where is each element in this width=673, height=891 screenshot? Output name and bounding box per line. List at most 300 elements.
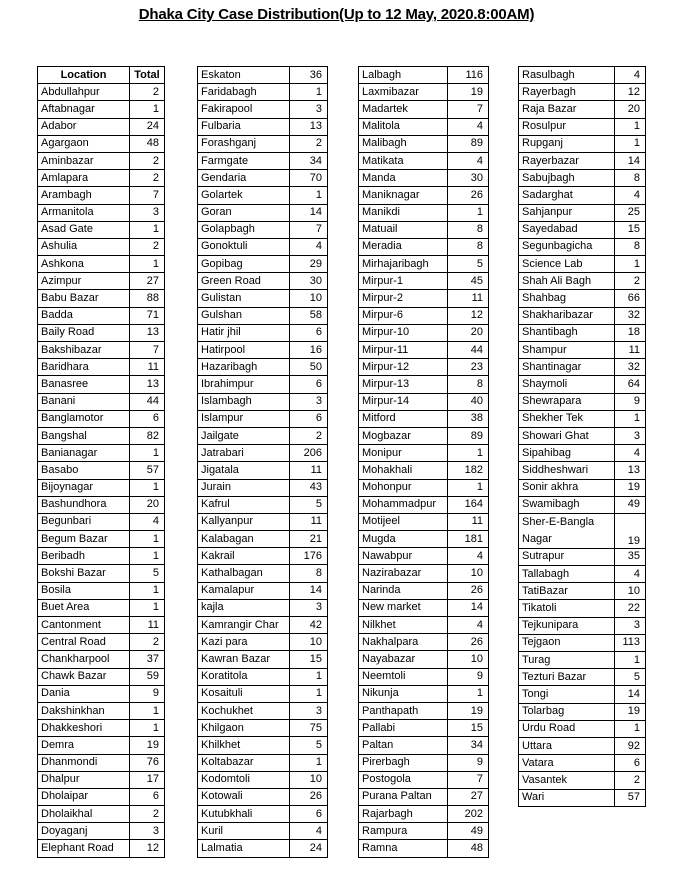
table-row — [38, 496, 165, 513]
location-cell: Koltabazar — [198, 754, 290, 771]
table-row — [198, 548, 328, 565]
total-cell: 48 — [130, 135, 165, 152]
table-row — [519, 445, 646, 462]
location-cell: Chawk Bazar — [38, 668, 130, 685]
table-row — [519, 135, 646, 152]
location-cell: Mirpur-2 — [359, 290, 448, 307]
table-row — [38, 806, 165, 823]
location-cell: Rayerbagh — [519, 84, 615, 101]
table-row — [198, 668, 328, 685]
table-row — [198, 599, 328, 616]
location-cell: Mirpur-6 — [359, 307, 448, 324]
table-row — [198, 393, 328, 410]
total-cell: 5 — [290, 496, 328, 513]
total-cell: 1 — [448, 685, 489, 702]
table-row — [198, 118, 328, 135]
total-cell: 2 — [130, 806, 165, 823]
table-row — [359, 737, 489, 754]
total-cell: 20 — [130, 496, 165, 513]
table-row — [359, 67, 489, 84]
total-cell: 1 — [130, 548, 165, 565]
location-cell: Khilgaon — [198, 720, 290, 737]
location-cell: Nikunja — [359, 685, 448, 702]
location-cell: Mitford — [359, 410, 448, 427]
location-cell: Lalmatia — [198, 840, 290, 857]
location-cell: Bokshi Bazar — [38, 565, 130, 582]
total-cell: 21 — [290, 531, 328, 548]
table-row — [38, 290, 165, 307]
total-cell: 70 — [290, 170, 328, 187]
total-cell: 2 — [130, 84, 165, 101]
location-cell: Tezturi Bazar — [519, 669, 615, 686]
table-row — [198, 462, 328, 479]
table-row — [519, 359, 646, 376]
page-title: Dhaka City Case Distribution(Up to 12 May, 2020.8:00AM) — [138, 6, 535, 23]
location-cell: Tongi — [519, 686, 615, 703]
location-cell: Doyaganj — [38, 823, 130, 840]
table-row — [38, 651, 165, 668]
location-cell: Banasree — [38, 376, 130, 393]
total-cell: 1 — [615, 652, 646, 669]
total-cell: 10 — [448, 651, 489, 668]
table-row — [198, 565, 328, 582]
table-row — [519, 669, 646, 686]
total-cell: 34 — [448, 737, 489, 754]
table-row — [359, 806, 489, 823]
total-cell: 6 — [290, 410, 328, 427]
total-cell: 4 — [448, 118, 489, 135]
table-row — [198, 187, 328, 204]
location-cell: Mirpur-14 — [359, 393, 448, 410]
total-cell: 26 — [448, 187, 489, 204]
total-cell: 30 — [290, 273, 328, 290]
location-cell: Kathalbagan — [198, 565, 290, 582]
location-cell: Forashganj — [198, 135, 290, 152]
total-cell: 75 — [290, 720, 328, 737]
location-cell: Jatrabari — [198, 445, 290, 462]
table-row — [38, 479, 165, 496]
table-row — [38, 256, 165, 273]
total-cell: 10 — [290, 771, 328, 788]
table-row — [519, 101, 646, 118]
location-cell: Shekher Tek — [519, 410, 615, 427]
table-row — [519, 513, 646, 548]
table-row — [198, 84, 328, 101]
header-total: Total — [130, 67, 165, 84]
total-cell: 16 — [290, 342, 328, 359]
table-row — [198, 720, 328, 737]
location-cell: Turag — [519, 652, 615, 669]
location-cell: Matikata — [359, 152, 448, 169]
location-cell: Mirpur-1 — [359, 273, 448, 290]
total-cell: 13 — [130, 376, 165, 393]
total-cell: 5 — [290, 737, 328, 754]
total-cell: 25 — [615, 204, 646, 221]
location-cell: Asad Gate — [38, 221, 130, 238]
location-cell: Jigatala — [198, 462, 290, 479]
location-cell: Amlapara — [38, 170, 130, 187]
location-cell: Monipur — [359, 445, 448, 462]
table-row — [359, 152, 489, 169]
table-row — [38, 324, 165, 341]
location-cell: New market — [359, 599, 448, 616]
location-cell: Rampura — [359, 823, 448, 840]
table-row — [198, 788, 328, 805]
total-cell: 6 — [130, 788, 165, 805]
total-cell: 206 — [290, 445, 328, 462]
location-cell: Pallabi — [359, 720, 448, 737]
total-cell: 15 — [448, 720, 489, 737]
table-row — [519, 737, 646, 754]
location-cell: Manda — [359, 170, 448, 187]
location-cell: Rosulpur — [519, 118, 615, 135]
table-row — [359, 513, 489, 530]
total-cell: 89 — [448, 427, 489, 444]
location-cell: Beribadh — [38, 548, 130, 565]
total-cell: 3 — [290, 101, 328, 118]
total-cell: 58 — [290, 307, 328, 324]
location-cell: Fulbaria — [198, 118, 290, 135]
table-row — [359, 393, 489, 410]
location-cell: Abdullahpur — [38, 84, 130, 101]
table-row — [359, 496, 489, 513]
total-cell: 26 — [448, 634, 489, 651]
table-row — [198, 152, 328, 169]
table-row — [198, 823, 328, 840]
total-cell: 1 — [290, 84, 328, 101]
location-cell: Mohakhali — [359, 462, 448, 479]
location-cell: Shantinagar — [519, 359, 615, 376]
total-cell: 36 — [290, 67, 328, 84]
total-cell: 92 — [615, 737, 646, 754]
table-row — [38, 135, 165, 152]
total-cell: 23 — [448, 359, 489, 376]
table-row — [198, 359, 328, 376]
total-cell: 7 — [448, 101, 489, 118]
location-cell: Basabo — [38, 462, 130, 479]
table-row — [198, 221, 328, 238]
location-cell: Koratitola — [198, 668, 290, 685]
total-cell: 12 — [615, 84, 646, 101]
total-cell: 2 — [130, 238, 165, 255]
total-cell: 3 — [290, 702, 328, 719]
table-row — [198, 410, 328, 427]
total-cell: 10 — [448, 565, 489, 582]
location-cell: Vasantek — [519, 772, 615, 789]
total-cell: 14 — [290, 582, 328, 599]
table-row — [359, 135, 489, 152]
table-row — [198, 307, 328, 324]
total-cell: 37 — [130, 651, 165, 668]
location-cell: Shaymoli — [519, 376, 615, 393]
table-row — [38, 238, 165, 255]
location-cell: Gendaria — [198, 170, 290, 187]
table-row — [359, 204, 489, 221]
table-row — [359, 84, 489, 101]
location-cell: Kalabagan — [198, 531, 290, 548]
total-cell: 4 — [130, 513, 165, 530]
table-row — [198, 376, 328, 393]
location-cell: Shahbag — [519, 290, 615, 307]
location-cell: Kuril — [198, 823, 290, 840]
location-cell: Manikdi — [359, 204, 448, 221]
table-row — [519, 720, 646, 737]
table-row — [38, 187, 165, 204]
total-cell: 3 — [130, 204, 165, 221]
total-cell: 4 — [290, 823, 328, 840]
location-cell: Sonir akhra — [519, 479, 615, 496]
location-cell: Arambagh — [38, 187, 130, 204]
total-cell: 5 — [615, 669, 646, 686]
table-row — [198, 67, 328, 84]
total-cell: 116 — [448, 67, 489, 84]
total-cell: 3 — [615, 617, 646, 634]
location-cell: Ibrahimpur — [198, 376, 290, 393]
table-column-4 — [518, 66, 646, 807]
total-cell: 13 — [130, 324, 165, 341]
table-row — [359, 479, 489, 496]
total-cell: 1 — [290, 668, 328, 685]
table-row — [359, 668, 489, 685]
table-row — [38, 307, 165, 324]
table-row — [198, 840, 328, 857]
table-row — [198, 238, 328, 255]
table-row — [519, 617, 646, 634]
table-row — [198, 531, 328, 548]
total-cell: 2 — [290, 427, 328, 444]
table-row — [359, 427, 489, 444]
location-cell: Sayedabad — [519, 221, 615, 238]
table-row — [38, 668, 165, 685]
location-cell: Nazirabazar — [359, 565, 448, 582]
table-row — [359, 565, 489, 582]
total-cell: 19 — [615, 703, 646, 720]
location-cell: Segunbagicha — [519, 238, 615, 255]
total-cell: 89 — [448, 135, 489, 152]
table-row — [359, 307, 489, 324]
total-cell: 17 — [130, 771, 165, 788]
location-cell: Dholaipar — [38, 788, 130, 805]
table-row — [198, 479, 328, 496]
location-cell: Uttara — [519, 737, 615, 754]
table-row — [359, 187, 489, 204]
table-row — [359, 788, 489, 805]
location-cell: Eskaton — [198, 67, 290, 84]
location-cell: Chankharpool — [38, 651, 130, 668]
location-cell: Kafrul — [198, 496, 290, 513]
location-cell: Aftabnagar — [38, 101, 130, 118]
location-cell: Banani — [38, 393, 130, 410]
location-cell: Bosila — [38, 582, 130, 599]
location-cell: Buet Area — [38, 599, 130, 616]
table-row — [198, 204, 328, 221]
table-row — [359, 256, 489, 273]
table-row — [519, 772, 646, 789]
location-cell: Sabujbagh — [519, 170, 615, 187]
total-cell: 57 — [130, 462, 165, 479]
location-cell: Postogola — [359, 771, 448, 788]
total-cell: 59 — [130, 668, 165, 685]
location-cell: Gulshan — [198, 307, 290, 324]
table-row — [519, 652, 646, 669]
total-cell: 1 — [615, 135, 646, 152]
table-row — [198, 256, 328, 273]
total-cell: 1 — [290, 187, 328, 204]
location-cell: Jailgate — [198, 427, 290, 444]
location-cell: Aminbazar — [38, 152, 130, 169]
total-cell: 44 — [448, 342, 489, 359]
total-cell: 7 — [448, 771, 489, 788]
total-cell: 11 — [448, 290, 489, 307]
total-cell: 202 — [448, 806, 489, 823]
table-row — [519, 548, 646, 565]
location-cell: Baily Road — [38, 324, 130, 341]
location-cell: Jurain — [198, 479, 290, 496]
total-cell: 19 — [448, 702, 489, 719]
table-row — [359, 754, 489, 771]
table-row — [38, 617, 165, 634]
table-row — [359, 445, 489, 462]
table-row — [38, 101, 165, 118]
table-row — [38, 685, 165, 702]
table-row — [359, 720, 489, 737]
total-cell: 11 — [615, 342, 646, 359]
table-row — [359, 118, 489, 135]
location-cell: Begum Bazar — [38, 531, 130, 548]
table-row — [38, 754, 165, 771]
location-cell: Gulistan — [198, 290, 290, 307]
table-row — [198, 135, 328, 152]
location-cell: Khilkhet — [198, 737, 290, 754]
table-row — [359, 462, 489, 479]
total-cell: 24 — [130, 118, 165, 135]
total-cell: 8 — [615, 170, 646, 187]
location-cell: Shampur — [519, 342, 615, 359]
total-cell: 2 — [130, 152, 165, 169]
total-cell: 182 — [448, 462, 489, 479]
table-row — [198, 290, 328, 307]
total-cell: 19 — [615, 479, 646, 496]
total-cell: 88 — [130, 290, 165, 307]
table-row — [198, 427, 328, 444]
location-cell: Ashkona — [38, 256, 130, 273]
table-row — [519, 221, 646, 238]
location-cell: Science Lab — [519, 256, 615, 273]
location-cell: Matuail — [359, 221, 448, 238]
total-cell: 24 — [290, 840, 328, 857]
table-row — [519, 342, 646, 359]
location-cell: Banglamotor — [38, 410, 130, 427]
location-cell: Kotowali — [198, 788, 290, 805]
table-row — [359, 617, 489, 634]
table-row — [359, 702, 489, 719]
location-cell: Gopibag — [198, 256, 290, 273]
location-cell: Faridabagh — [198, 84, 290, 101]
total-cell: 1 — [615, 720, 646, 737]
total-cell: 181 — [448, 531, 489, 548]
total-cell: 76 — [130, 754, 165, 771]
table-column-2 — [197, 66, 328, 858]
total-cell: 4 — [448, 617, 489, 634]
total-cell: 8 — [448, 376, 489, 393]
total-cell: 8 — [448, 238, 489, 255]
table-row — [519, 170, 646, 187]
location-cell: Baridhara — [38, 359, 130, 376]
location-cell: Armanitola — [38, 204, 130, 221]
total-cell: 1 — [615, 256, 646, 273]
location-cell: Mirhajaribagh — [359, 256, 448, 273]
total-cell: 15 — [615, 221, 646, 238]
table-row — [519, 583, 646, 600]
total-cell: 43 — [290, 479, 328, 496]
total-cell: 5 — [448, 256, 489, 273]
total-cell: 6 — [290, 806, 328, 823]
table-row — [359, 582, 489, 599]
table-row — [359, 823, 489, 840]
table-row — [359, 376, 489, 393]
location-cell: Sutrapur — [519, 548, 615, 565]
total-cell: 22 — [615, 600, 646, 617]
location-cell: Golartek — [198, 187, 290, 204]
total-cell: 49 — [615, 496, 646, 513]
table-row — [198, 754, 328, 771]
location-cell: Agargaon — [38, 135, 130, 152]
location-cell: Lalbagh — [359, 67, 448, 84]
table-row — [198, 634, 328, 651]
table-row — [198, 496, 328, 513]
total-cell: 3 — [130, 823, 165, 840]
location-cell: Nilkhet — [359, 617, 448, 634]
table-row — [359, 410, 489, 427]
table-row — [519, 427, 646, 444]
location-cell: Golapbagh — [198, 221, 290, 238]
location-cell: Shewrapara — [519, 393, 615, 410]
table-row — [519, 376, 646, 393]
table-row — [38, 170, 165, 187]
total-cell: 1 — [130, 256, 165, 273]
table-row — [359, 170, 489, 187]
total-cell: 13 — [290, 118, 328, 135]
location-cell: TatiBazar — [519, 583, 615, 600]
total-cell: 49 — [448, 823, 489, 840]
table-row — [519, 118, 646, 135]
location-cell: Farmgate — [198, 152, 290, 169]
table-row — [38, 513, 165, 530]
location-cell: Hatir jhil — [198, 324, 290, 341]
location-cell: Wari — [519, 789, 615, 806]
location-cell: Badda — [38, 307, 130, 324]
total-cell: 29 — [290, 256, 328, 273]
total-cell: 32 — [615, 359, 646, 376]
table-row — [38, 737, 165, 754]
table-row — [359, 238, 489, 255]
table-row — [38, 427, 165, 444]
location-cell: Demra — [38, 737, 130, 754]
total-cell: 3 — [290, 393, 328, 410]
total-cell: 10 — [290, 634, 328, 651]
total-cell: 7 — [130, 187, 165, 204]
table-row — [519, 496, 646, 513]
location-cell: Sher-E-Bangla Nagar — [519, 513, 615, 548]
table-row — [359, 101, 489, 118]
location-cell: Elephant Road — [38, 840, 130, 857]
total-cell: 4 — [290, 238, 328, 255]
total-cell: 1 — [290, 685, 328, 702]
table-row — [198, 651, 328, 668]
location-cell: Mugda — [359, 531, 448, 548]
table-row — [519, 789, 646, 806]
total-cell: 11 — [130, 359, 165, 376]
